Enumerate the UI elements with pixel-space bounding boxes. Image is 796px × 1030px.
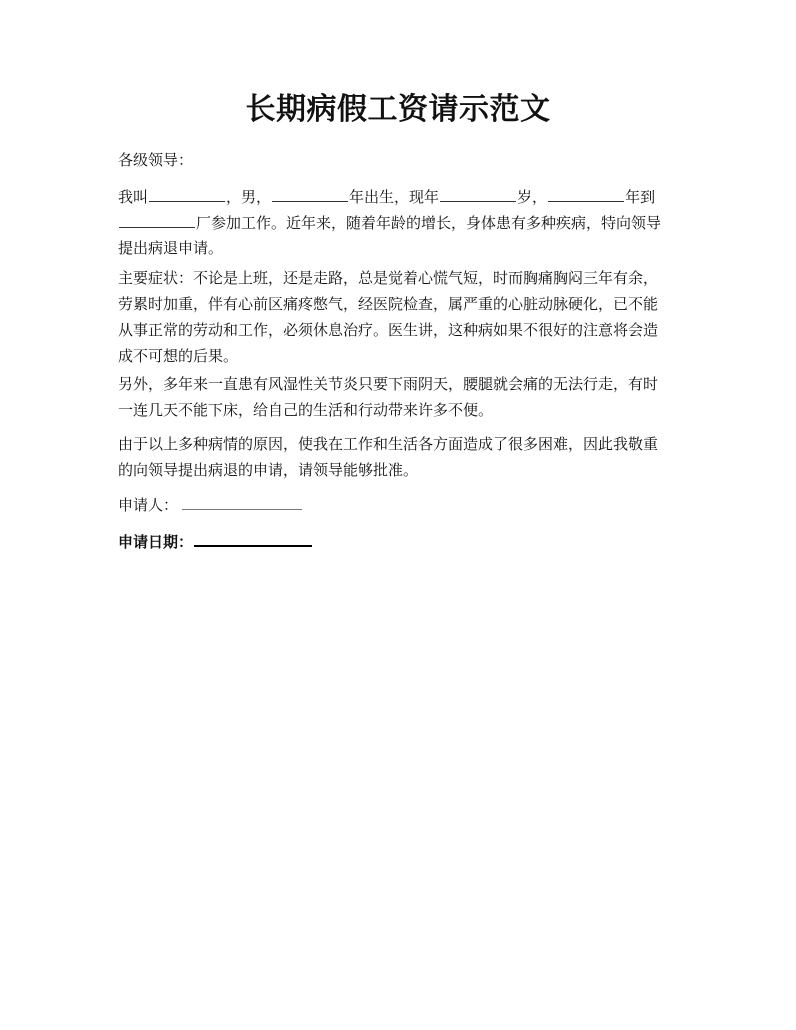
document-title: 长期病假工资请示范文 [245, 92, 551, 127]
name-blank [149, 183, 225, 202]
paragraph-rheumatism [118, 371, 682, 423]
start-year-blank [548, 183, 624, 202]
paragraph-line: 提出病退申请。 [118, 239, 224, 257]
birth-year-blank [272, 183, 348, 202]
date-label: 申请日期： [118, 533, 194, 551]
paragraph-line: 主要症状：不论是上班，还是走路，总是觉着心慌气短，时而胸痛胸闷三年有余， [118, 269, 659, 287]
text-segment: 厂参加工作。近年来，随着年龄的增长，身体患有多种疾病，特向领导 [196, 214, 662, 232]
paragraph-line: 成不可想的后果。 [118, 347, 239, 365]
paragraph-line: 劳累时加重，伴有心前区痛疼憋气，经医院检查，属严重的心脏动脉硬化，已不能 [118, 295, 659, 313]
greeting: 各级领导： [118, 151, 194, 169]
text-segment: 我叫 [118, 188, 149, 206]
paragraph-request [118, 431, 682, 483]
signer-label: 申请人： [118, 496, 179, 514]
signer-blank [182, 491, 302, 510]
paragraph-line: 由于以上多种病情的原因，使我在工作和生活各方面造成了很多困难，因此我敬重 [118, 435, 659, 453]
text-segment: 年到 [625, 188, 656, 206]
paragraph-symptoms [118, 265, 682, 369]
signer-line [118, 491, 682, 518]
paragraph-intro [118, 183, 682, 261]
text-segment: 年出生，现年 [349, 188, 440, 206]
age-blank [440, 183, 516, 202]
paragraph-line: 另外，多年来一直患有风湿性关节炎只要下雨阴天，腰腿就会痛的无法行走，有时 [118, 375, 659, 393]
factory-blank [119, 209, 195, 228]
text-segment: 岁， [517, 188, 548, 206]
date-blank [194, 527, 312, 547]
paragraph-line: 从事正常的劳动和工作，必须休息治疗。医生讲，这种病如果不很好的注意将会造 [118, 321, 659, 339]
paragraph-line: 一连几天不能下床，给自己的生活和行动带来许多不便。 [118, 401, 494, 419]
paragraph-line: 的向领导提出病退的申请，请领导能够批准。 [118, 461, 419, 479]
paragraph-line [118, 209, 682, 235]
paragraph-line [118, 183, 682, 209]
date-line [118, 527, 682, 555]
text-segment: ，男， [226, 188, 272, 206]
